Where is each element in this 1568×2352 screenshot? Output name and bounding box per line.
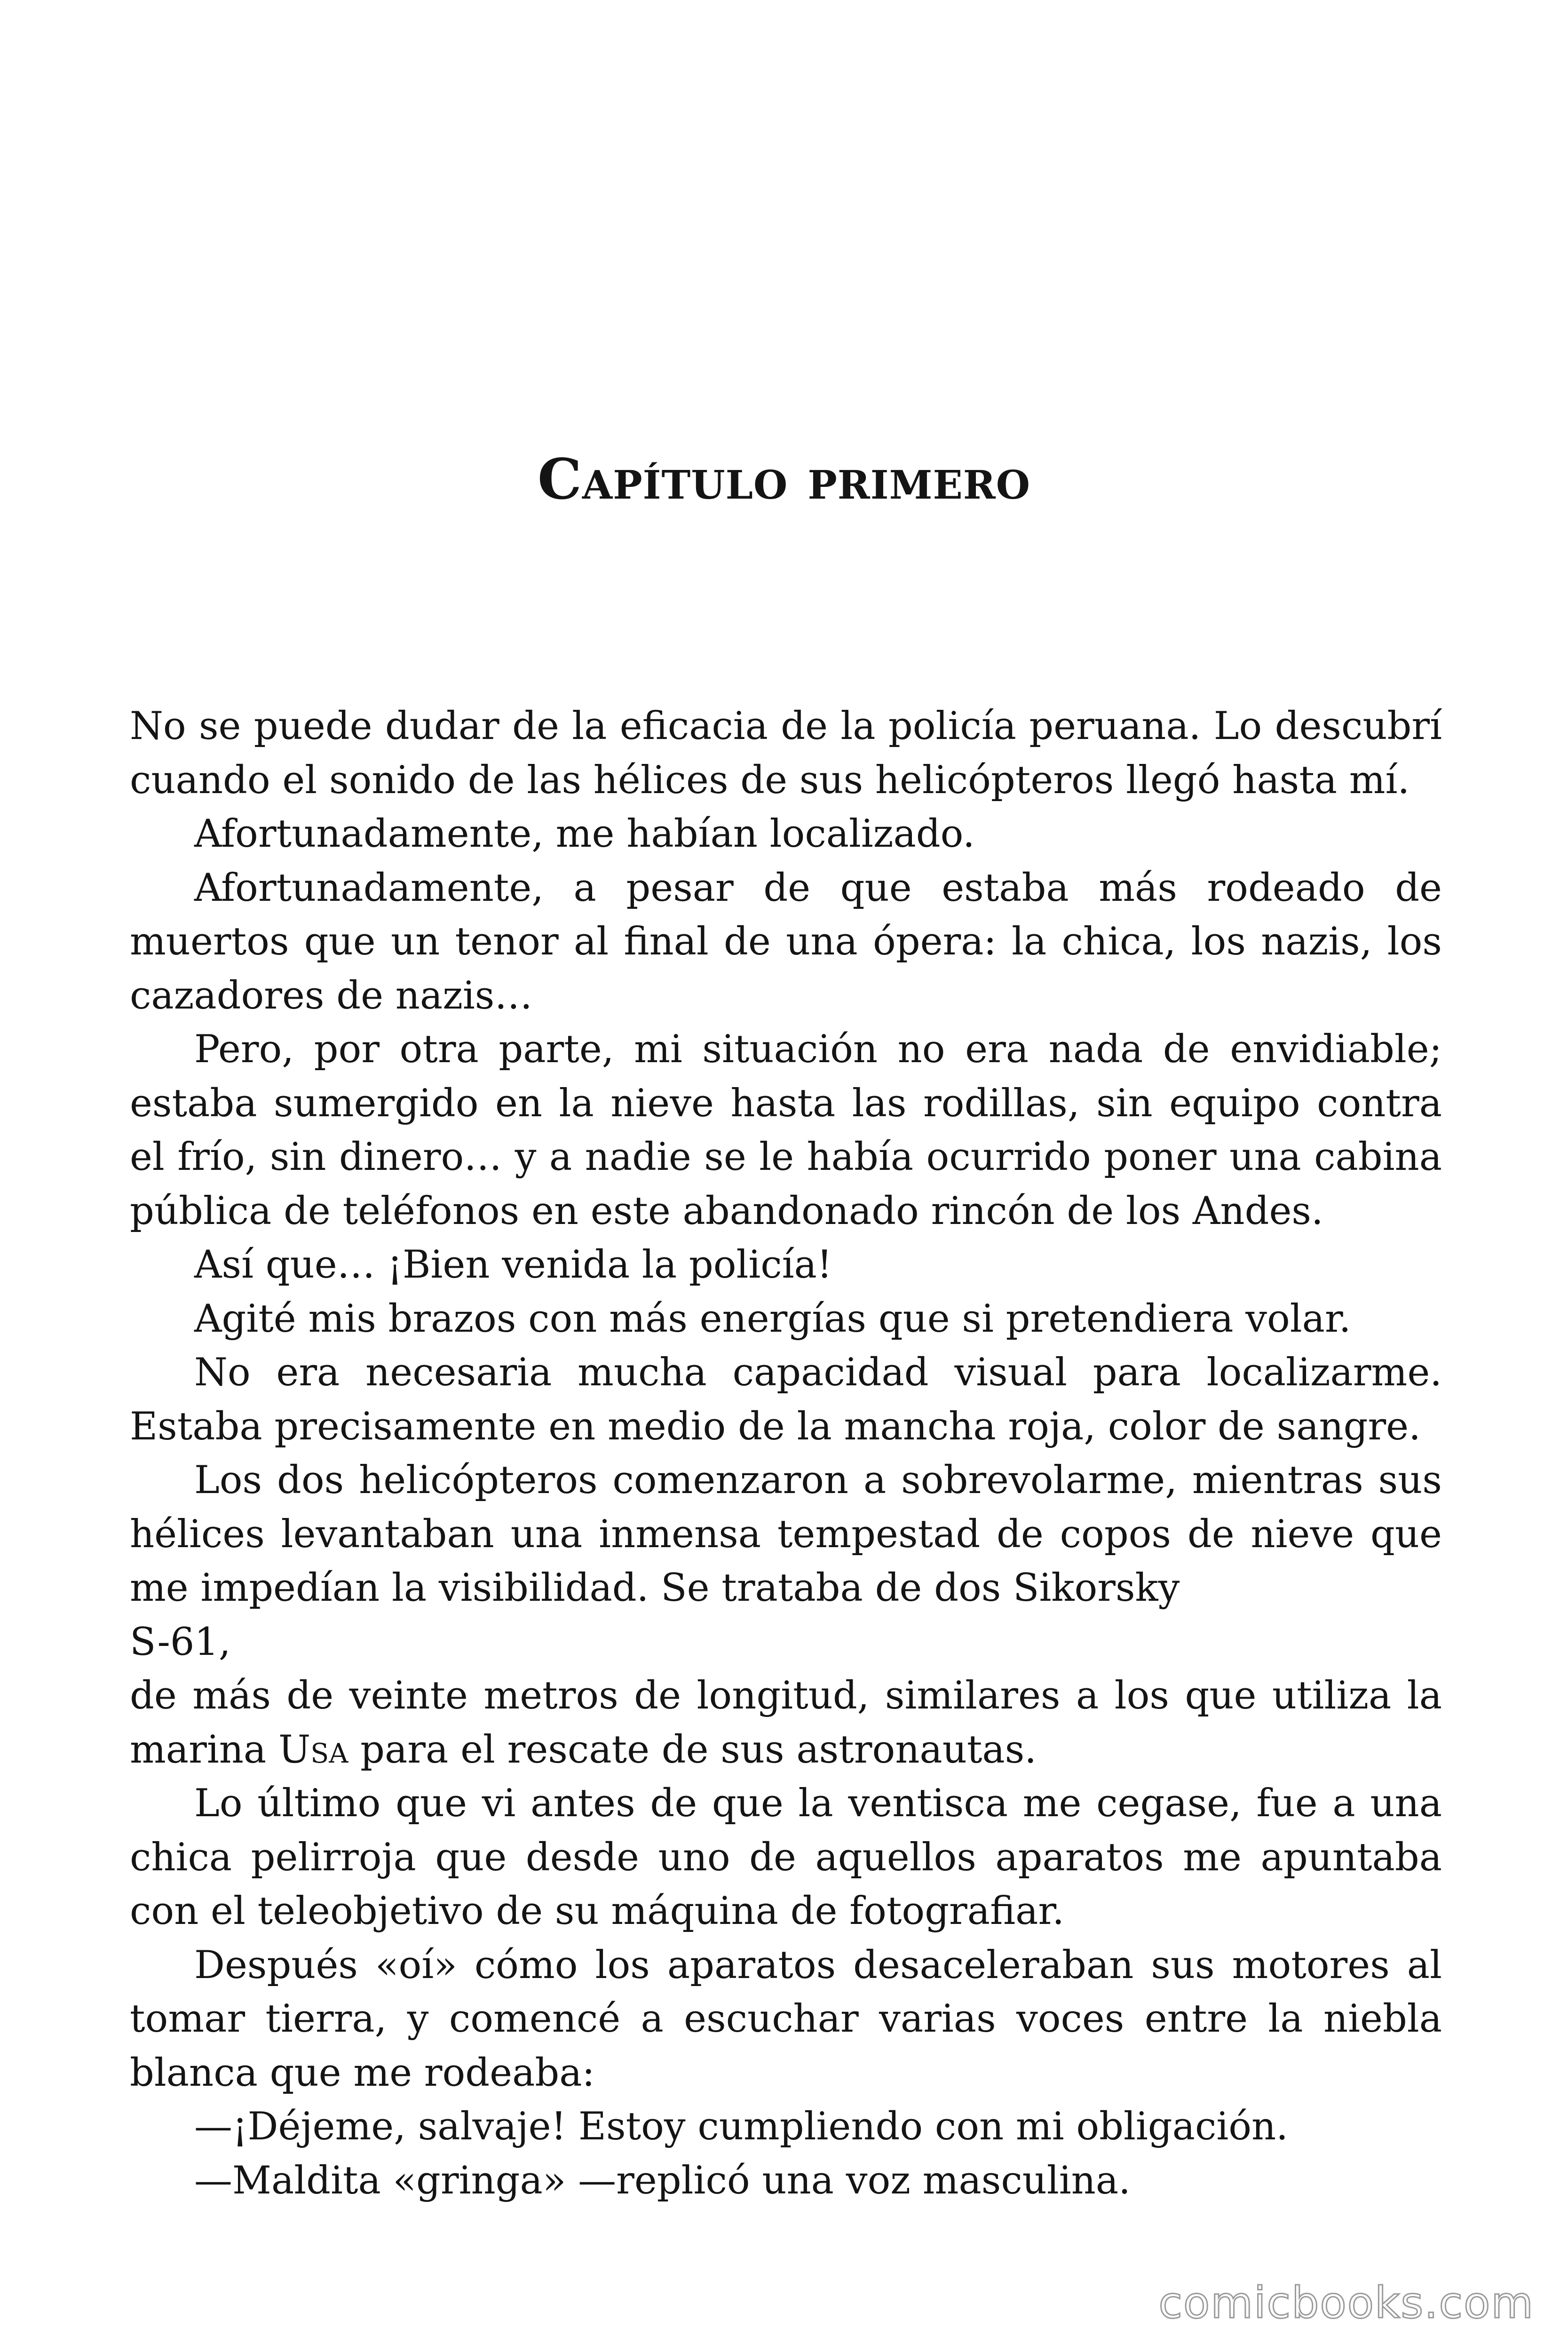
chapter-body [130,699,1442,2208]
paragraph: Lo último que vi antes de que la ventisca me cegase, fue a una chica pelirroja que desde uno de aquellos aparatos me apuntaba con el teleobjetivo de su máquina de fotografiar. [130,1781,1442,1933]
dialogue-line: —Maldita «gringa» —replicó una voz masculina. [194,2158,1131,2203]
paragraph: Después «oí» cómo los aparatos desaceleraban sus motores al tomar tierra, y comencé a escuchar varias voces entre la niebla blanca que me rodeaba: [130,1943,1442,2095]
paragraph-text: de más de veinte metros de longitud, similares a los que utiliza la marina [130,1674,1442,1772]
dialogue-line: —¡Déjeme, salvaje! Estoy cumpliendo con mi obligación. [194,2105,1288,2149]
paragraph: Así que… ¡Bien venida la policía! [194,1243,832,1287]
paragraph: Agité mis brazos con más energías que si pretendiera volar. [194,1296,1351,1341]
paragraph-fragment: S-61, [130,1620,231,1664]
chapter-title-rest: apítulo primero [582,446,1031,512]
paragraph-text: para el rescate de sus astronautas. [348,1727,1037,1772]
paragraph: No se puede dudar de la eficacia de la policía peruana. Lo descubrí cuando el sonido de las hélices de sus helicópteros llegó hasta mí. [130,704,1442,803]
paragraph: Pero, por otra parte, mi situación no era nada de envidiable; estaba sumergido en la nieve hasta las rodillas, sin equipo contra el frío, sin dinero… y a nadie se le había ocurrido poner una cabina pública de teléfonos en este abandonado rincón de los Andes. [130,1027,1442,1233]
paragraph: Afortunadamente, a pesar de que estaba más rodeado de muertos que un tenor al final de una ópera: la chica, los nazis, los cazadores de nazis… [130,866,1442,1018]
paragraph: Afortunadamente, me habían localizado. [194,812,975,856]
chapter-title-initial: C [537,446,582,512]
paragraph: Los dos helicópteros comenzaron a sobrevolarme, mientras sus hélices levantaban una inmensa tempestad de copos de nieve que me impedían la visibilidad. Se trataba de dos Sikorsky [130,1458,1442,1610]
acronym-usa: Usa [278,1727,348,1772]
chapter-title [0,446,1568,512]
watermark-text: comicbooks.com [1158,2278,1534,2328]
paragraph: No era necesaria mucha capacidad visual para localizarme. Estaba precisamente en medio de la mancha roja, color de sangre. [130,1351,1442,1449]
paragraph-continuation [130,1669,1442,1777]
